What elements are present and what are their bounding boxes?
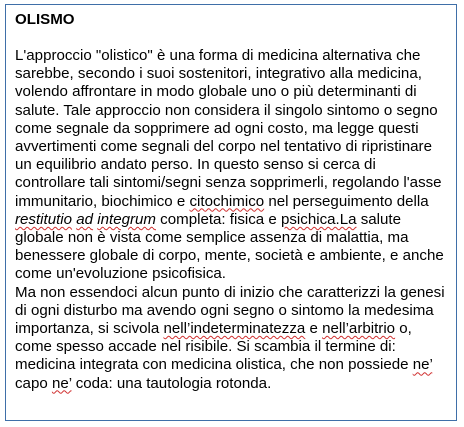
- text-run: salute globale non è vista come semplice assenza di malattia, ma benessere globale di corpo, mente, società e ambiente, e anche come un'evoluzione psicofisica.: [15, 210, 444, 283]
- italic-spellcheck-word: restitutio: [15, 210, 73, 228]
- text-run: L'approccio "olistico" è una forma di medicina alternativa che sarebbe, secondo i suoi sostenitori, integrativo alla medicina, volendo affrontare in modo globale uno o più determinanti di salute. Tale approccio non considera il singolo sintomo o segno come segnale da sopprimere ad ogni costo, ma legge questi avvertimenti come segnali del corpo nel tentativo di ripristinare un equilibrio andato perso. In questo senso si cerca di controllare tali sintomi/segni senza sopprimerli, regolando l'asse immunitario, biochimico e: [15, 47, 442, 210]
- text-run: Ma non essendoci alcun punto di inizio che caratterizzi la genesi di ogni disturbo ma avendo ogni segno o sintomo la medesima importanza, si scivola: [15, 283, 445, 338]
- italic-spellcheck-word: integrum: [97, 210, 156, 228]
- spellcheck-word: ne’: [412, 356, 433, 374]
- spellcheck-word: citochimico: [189, 192, 265, 210]
- text-run: completa: fisica e: [155, 210, 281, 228]
- paragraph-1: [15, 47, 447, 284]
- italic-spellcheck-word: ad: [76, 210, 94, 228]
- text-box[interactable]: [5, 4, 457, 421]
- text-run: capo: [15, 374, 52, 392]
- spellcheck-word: nell’indeterminatezza: [163, 320, 306, 338]
- text-run: e: [305, 320, 323, 338]
- spellcheck-word: ne’: [51, 374, 72, 392]
- document-heading: OLISMO: [15, 11, 75, 28]
- spellcheck-word: psichica.La: [280, 210, 357, 228]
- paragraph-2: [15, 284, 447, 393]
- spellcheck-word: nell’arbitrio: [322, 320, 396, 338]
- text-run: coda: una tautologia rotonda.: [71, 374, 272, 392]
- text-run: o, come spesso accade nel risibile. Si scambia il termine di: medicina integrata con medicina olistica, che non possiede: [15, 320, 413, 374]
- text-run: nel perseguimento della: [264, 192, 429, 210]
